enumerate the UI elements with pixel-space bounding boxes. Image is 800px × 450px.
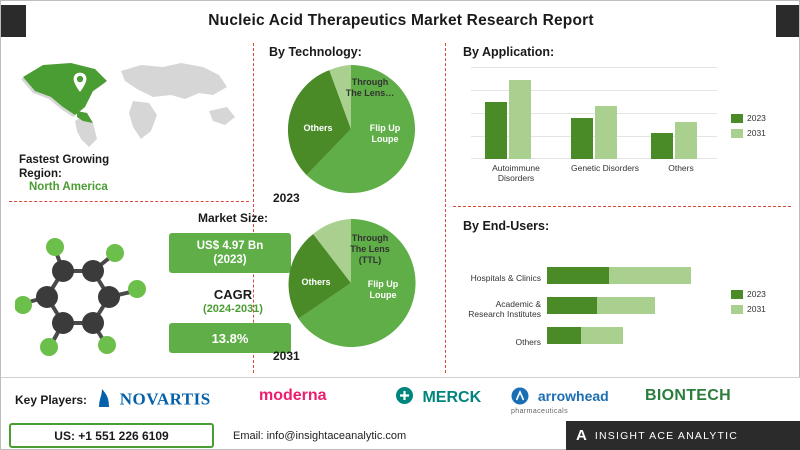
legend-swatch-2023 <box>731 114 743 123</box>
market-size-value: US$ 4.97 Bn <box>196 240 264 252</box>
market-size-year: (2023) <box>213 254 247 266</box>
legend-item-2023 <box>731 113 766 123</box>
pie-2023-label-ttl: Through The Lens… <box>345 77 395 98</box>
application-category-label-1: Genetic Disorders <box>570 163 640 173</box>
hbar-academic-2031 <box>597 297 655 314</box>
gridline <box>471 67 717 68</box>
application-section-title: By Application: <box>463 45 555 59</box>
footer-brand-text: INSIGHT ACE ANALYTIC <box>594 429 739 442</box>
cagr-title: CAGR <box>213 287 253 302</box>
logo-novartis[interactable] <box>97 387 211 414</box>
endusers-chart <box>547 263 737 359</box>
logo-arrowhead-text: arrowhead <box>537 388 609 405</box>
legend-label-2023: 2023 <box>747 289 766 299</box>
application-chart <box>471 67 717 159</box>
bar-others-2023 <box>651 133 673 159</box>
key-players-label: Key Players: <box>15 393 88 407</box>
technology-pie-2023 <box>281 65 421 193</box>
fastest-growing-line1: Fastest Growing <box>19 154 110 166</box>
cagr-value: 13.8% <box>211 330 249 346</box>
enduser-label-1: Academic & Research Institutes <box>468 299 541 319</box>
hbar-others-2023 <box>547 327 581 344</box>
legend-item-2023 <box>731 289 766 299</box>
endusers-section-title: By End-Users: <box>463 219 550 233</box>
pie-2023-label-flipup: Flip Up Loupe <box>369 123 401 144</box>
technology-pie-2031 <box>281 219 421 347</box>
cagr-years: (2024-2031) <box>203 303 263 315</box>
legend-label-2031: 2031 <box>747 304 766 314</box>
bar-autoimmune-2023 <box>485 102 507 159</box>
logo-moderna-text: moderna <box>259 387 327 404</box>
divider-vertical-right <box>445 43 446 373</box>
logo-merck-text: MERCK <box>422 389 482 407</box>
legend-item-2031 <box>731 128 766 138</box>
application-category-label-2: Others <box>668 163 694 173</box>
logo-biontech[interactable] <box>645 387 731 405</box>
arrowhead-mark <box>511 387 529 408</box>
footer-phone[interactable]: US: +1 551 226 6109 <box>9 423 214 448</box>
pie-2031-label-flipup: Flip Up Loupe <box>367 279 399 300</box>
logo-biontech-text: BIONTECH <box>645 387 731 404</box>
legend-label-2031: 2031 <box>747 128 766 138</box>
application-category-label-0: Autoimmune Disorders <box>492 163 540 183</box>
logo-novartis-text: NOVARTIS <box>119 389 211 409</box>
legend-swatch-2031 <box>731 305 743 314</box>
logo-moderna[interactable] <box>259 387 327 405</box>
page-title: Nucleic Acid Therapeutics Market Research Report <box>208 12 594 29</box>
fastest-growing-region-label <box>19 153 234 181</box>
gridline <box>471 90 717 91</box>
hbar-hospitals-2031 <box>609 267 691 284</box>
market-size-value-box <box>169 233 291 273</box>
bar-genetic-2031 <box>595 106 617 159</box>
merck-mark <box>396 387 413 409</box>
legend-swatch-2031 <box>731 129 743 138</box>
divider-horizontal-right <box>453 206 791 207</box>
legend-item-2031 <box>731 304 766 314</box>
gridline <box>471 113 717 114</box>
divider-horizontal-left <box>9 201 249 202</box>
novartis-mark <box>97 387 111 414</box>
bar-genetic-2023 <box>571 118 593 159</box>
world-map <box>13 49 243 149</box>
technology-pie-2031-year: 2031 <box>273 349 300 363</box>
legend-label-2023: 2023 <box>747 113 766 123</box>
header-left-block <box>1 5 27 37</box>
legend-swatch-2023 <box>731 290 743 299</box>
enduser-label-2: Others <box>515 337 541 347</box>
header-right-block <box>773 5 799 37</box>
logo-arrowhead[interactable] <box>511 387 609 415</box>
bar-autoimmune-2031 <box>509 80 531 159</box>
header <box>26 5 776 37</box>
footer-email[interactable]: Email: info@insightaceanalytic.com <box>233 429 407 442</box>
technology-section-title: By Technology: <box>269 45 362 59</box>
pie-2031-label-others: Others <box>301 277 331 287</box>
technology-pie-2023-year: 2023 <box>273 191 300 205</box>
pie-2031-label-ttl: Through The Lens (TTL) <box>350 233 390 265</box>
application-legend <box>731 113 766 143</box>
molecule-illustration <box>15 229 165 359</box>
footer-brand <box>566 421 800 450</box>
logo-merck[interactable] <box>396 387 481 409</box>
brand-mark-icon: A <box>576 427 587 444</box>
hbar-others-2031 <box>581 327 623 344</box>
market-size-title: Market Size: <box>197 211 269 225</box>
fastest-growing-line2: Region: <box>19 168 62 180</box>
region-value: North America <box>29 181 108 193</box>
logo-arrowhead-subtext: pharmaceuticals <box>511 408 568 415</box>
pie-2023-label-others: Others <box>303 123 333 133</box>
hbar-academic-2023 <box>547 297 597 314</box>
bar-others-2031 <box>675 122 697 159</box>
hbar-hospitals-2023 <box>547 267 609 284</box>
endusers-legend <box>731 289 766 319</box>
enduser-label-0: Hospitals & Clinics <box>470 273 541 283</box>
